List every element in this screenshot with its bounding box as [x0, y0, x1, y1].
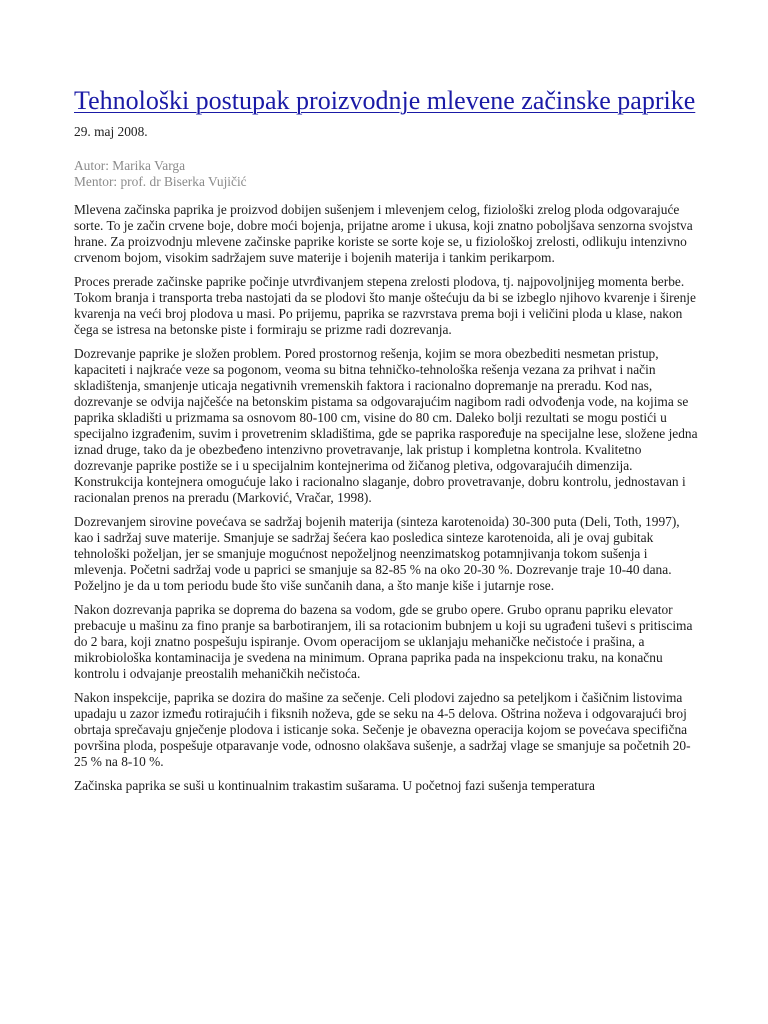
author-line: Autor: Marika Varga [74, 158, 186, 173]
article-title-link[interactable]: Tehnološki postupak proizvodnje mlevene začinske paprike [74, 86, 696, 115]
body-paragraph: Mlevena začinska paprika je proizvod dobijen sušenjem i mlevenjem celog, fiziološki zrelog ploda odgovarajuće sorte. To je začin crvene boje, dobre moći bojenja, prijatne arome i ukusa, koji znatno poboljšava senzorna svojstva hrane. Za proizvodnju mlevene začinske paprike koriste se sorte koje se, u fiziološkoj zrelosti, odlikuju intenzivno crvenom bojom, visokim sadržajem suve materije i bojenih materija i tankim perikarpom. [74, 202, 693, 265]
mentor-line: Mentor: prof. dr Biserka Vujičić [74, 174, 247, 189]
body-paragraph: Dozrevanje paprike je složen problem. Pored prostornog rešenja, kojim se mora obezbediti nesmetan pristup, kapaciteti i najkraće veze sa pogonom, veoma su bitna tehničko-tehnološka rešenja vezana za prihvat i način skladištenja, smanjenje uticaja negativnih vremenskih faktora i racionalno dopremanje na preradu. Kod nas, dozrevanje se odvija najčešće na betonskim pistama sa odgovarajućim nagibom radi odvođenja vode, na kojima se paprika skladišti u prizmama sa osnovom 80-100 cm, visine do 80 cm. Daleko bolji rezultati se mogu postići u specijalno izgrađenim, suvim i provetrenim skladištima, gde se paprika raspoređuje na specijalne lese, složene jedna iznad druge, tako da je obezbeđeno intenzivno provetravanje, lak pristup i kompletna kontrola. Kvalitetno dozrevanje paprike postiže se i u specijalnim kontejnerima od žičanog pletiva, odgovarajućih dimenzija. Konstrukcija kontejnera omogućuje lako i racionalno slaganje, dobro provetravanje, dobru kontrolu, jednostavan i racionalan prenos na preradu (Marković, Vračar, 1998). [74, 346, 698, 505]
article-meta [74, 158, 698, 190]
article-body [74, 202, 698, 794]
body-paragraph: Dozrevanjem sirovine povećava se sadržaj bojenih materija (sinteza karotenoida) 30-300 puta (Deli, Toth, 1997), kao i sadržaj suve materije. Smanjuje se sadržaj šećera kao posledica sinteze karotenoida, ali je ovaj gubitak tehnološki poželjan, jer se smanjuje mogućnost nepoželjnog neenzimatskog potamnjivanja tokom sušenja i mlevenja. Početni sadržaj vode u paprici se smanjuje sa 82-85 % na oko 20-30 %. Dozrevanje traje 10-40 dana. Poželjno je da u tom periodu bude što više sunčanih dana, a što manje kiše i jutarnje rose. [74, 514, 680, 593]
article-title [74, 84, 698, 118]
body-paragraph: Začinska paprika se suši u kontinualnim trakastim sušarama. U početnoj fazi sušenja temperatura [74, 778, 595, 793]
body-paragraph: Proces prerade začinske paprike počinje utvrđivanjem stepena zrelosti plodova, tj. najpovoljnijeg momenta berbe. Tokom branja i transporta treba nastojati da se plodovi što manje oštećuju da bi se izbeglo njihovo kvarenje i širenje kvarenja na veći broj plodova u masi. Po prijemu, paprika se razvrstava prema boji i veličini ploda u klase, nakon čega se istresa na betonske piste i formiraju se prizme radi dozrevanja. [74, 274, 696, 337]
body-paragraph: Nakon dozrevanja paprika se doprema do bazena sa vodom, gde se grubo opere. Grubo opranu papriku elevator prebacuje u mašinu za fino pranje sa barbotiranjem, ili sa rotacionim bubnjem u koji su ugrađeni tuševi s pritiscima do 2 bara, koji znatno pospešuju ispiranje. Ovom operacijom se uklanjaju mehaničke nečistoće i prašina, a mikrobiološka kontaminacija je svedena na minimum. Oprana paprika pada na inspekcionu traku, na konačnu kontrolu i odvajanje preostalih mehaničkih nečistoća. [74, 602, 693, 681]
body-paragraph: Nakon inspekcije, paprika se dozira do mašine za sečenje. Celi plodovi zajedno sa peteljkom i čašičnim listovima upadaju u zazor između rotirajućih i fiksnih noževa, gde se seku na 4-5 delova. Oštrina noževa i odgovarajući broj obrtaja sprečavaju gnječenje plodova i isticanje soka. Sečenje je obavezna operacija kojom se povećava specifična površina ploda, pospešuje otparavanje vode, odnosno olakšava sušenje, a sadržaj vlage se smanjuje sa početnih 20-25 % na 8-10 %. [74, 690, 691, 769]
publish-date: 29. maj 2008. [74, 124, 148, 139]
